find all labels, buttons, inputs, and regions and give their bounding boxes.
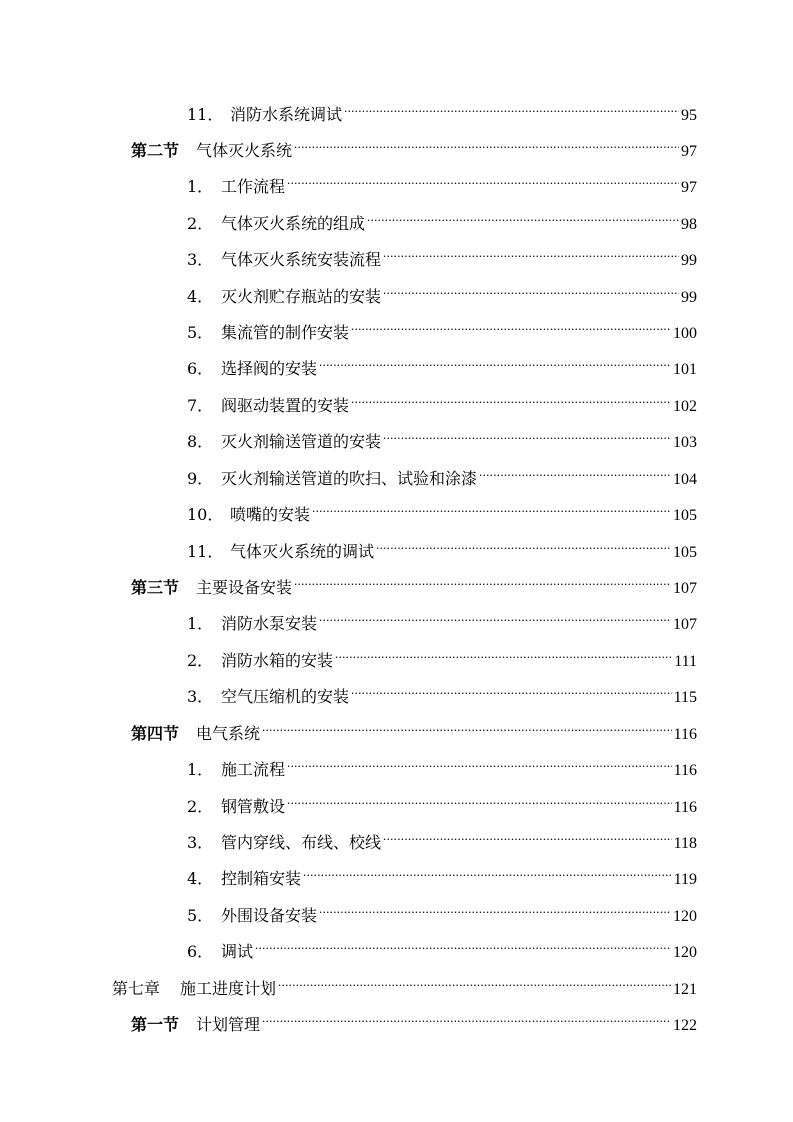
toc-entry-control-box[interactable]: [187, 854, 697, 888]
toc-dot-leader: [479, 454, 671, 484]
toc-entry-number: 3．: [187, 250, 214, 269]
toc-entry-page: 116: [673, 762, 697, 779]
toc-entry-page: 107: [673, 580, 697, 597]
toc-entry-page: 99: [681, 252, 697, 269]
toc-entry-number: 9．: [187, 469, 214, 488]
toc-entry-page: 120: [673, 944, 697, 961]
toc-entry-title: 阀驱动装置的安装: [221, 396, 350, 415]
toc-dot-leader: [367, 199, 679, 229]
toc-entry-work-flow[interactable]: [187, 162, 697, 196]
toc-dot-leader: [319, 344, 671, 374]
toc-dot-leader: [287, 162, 679, 192]
toc-dot-leader: [335, 636, 672, 666]
toc-section-main-equipment[interactable]: [131, 563, 697, 597]
toc-entry-number: 3．: [187, 687, 214, 706]
toc-entry-page: 103: [673, 434, 697, 451]
toc-entry-gas-install-flow[interactable]: [187, 235, 697, 269]
toc-entry-title: 施工流程: [221, 760, 286, 779]
toc-entry-title: 主要设备安装: [196, 578, 293, 597]
toc-entry-page: 119: [673, 871, 697, 888]
toc-entry-page: 100: [673, 325, 697, 342]
toc-entry-number: 4．: [187, 287, 214, 306]
toc-dot-leader: [255, 927, 671, 957]
toc-entry-air-compressor-install[interactable]: [187, 672, 697, 706]
toc-entry-title: 施工进度计划: [180, 979, 277, 998]
toc-dot-leader: [351, 308, 671, 338]
toc-entry-title: 灭火剂贮存瓶站的安装: [221, 287, 382, 306]
toc-dot-leader: [383, 235, 679, 265]
toc-dot-leader: [351, 381, 671, 411]
toc-entry-page: 97: [681, 143, 697, 160]
toc-entry-page: 116: [673, 799, 697, 816]
toc-entry-number: 4．: [187, 869, 214, 888]
toc-section-electrical[interactable]: [131, 709, 697, 743]
toc-entry-title: 消防水系统调试: [230, 105, 343, 124]
toc-entry-agent-pipe-install[interactable]: [187, 417, 697, 451]
toc-entry-steel-conduit[interactable]: [187, 782, 697, 816]
toc-dot-leader: [344, 90, 679, 120]
toc-dot-leader: [319, 599, 671, 629]
toc-entry-pipe-purge-test-paint[interactable]: [187, 454, 697, 488]
toc-entry-number: 1．: [187, 760, 214, 779]
toc-entry-title: 灭火剂输送管道的吹扫、试验和涂漆: [221, 469, 478, 488]
toc-dot-leader: [376, 527, 671, 557]
toc-entry-page: 102: [673, 398, 697, 415]
toc-entry-debugging[interactable]: [187, 927, 697, 961]
toc-dot-leader: [262, 1000, 671, 1030]
toc-entry-wiring[interactable]: [187, 818, 697, 852]
toc-entry-number: 6．: [187, 942, 214, 961]
toc-section-label: 第四节: [131, 724, 180, 743]
toc-chapter-schedule[interactable]: [112, 964, 697, 998]
toc-entry-number: 11．: [187, 105, 224, 124]
toc-entry-page: 118: [673, 835, 697, 852]
toc-entry-title: 控制箱安装: [221, 869, 302, 888]
toc-entry-number: 5．: [187, 323, 214, 342]
toc-entry-number: 2．: [187, 651, 214, 670]
toc-entry-page: 104: [673, 471, 697, 488]
toc-chapter-label: 第七章: [112, 979, 161, 998]
toc-entry-title: 气体灭火系统安装流程: [221, 250, 382, 269]
toc-dot-leader: [383, 272, 679, 302]
toc-dot-leader: [303, 854, 672, 884]
toc-entry-page: 116: [673, 726, 697, 743]
toc-entry-number: 11．: [187, 542, 224, 561]
toc-entry-page: 107: [673, 616, 697, 633]
toc-entry-fire-tank-install[interactable]: [187, 636, 697, 670]
toc-dot-leader: [278, 964, 671, 994]
toc-dot-leader: [262, 709, 672, 739]
toc-entry-11-fire-water-commissioning[interactable]: [187, 90, 697, 124]
toc-entry-title: 气体灭火系统: [196, 141, 293, 160]
toc-dot-leader: [312, 490, 671, 520]
toc-entry-page: 120: [673, 908, 697, 925]
toc-section-plan-management[interactable]: [131, 1000, 697, 1034]
toc-entry-page: 98: [681, 216, 697, 233]
toc-entry-title: 调试: [221, 942, 254, 961]
toc-entry-title: 电气系统: [196, 724, 261, 743]
toc-entry-number: 2．: [187, 797, 214, 816]
toc-dot-leader: [294, 126, 679, 156]
toc-entry-title: 消防水箱的安装: [221, 651, 334, 670]
toc-entry-number: 3．: [187, 833, 214, 852]
toc-entry-page: 122: [673, 1017, 697, 1034]
toc-section-label: 第三节: [131, 578, 180, 597]
toc-entry-agent-storage-station[interactable]: [187, 272, 697, 306]
toc-dot-leader: [287, 782, 672, 812]
toc-entry-title: 气体灭火系统的组成: [221, 214, 366, 233]
toc-dot-leader: [294, 563, 671, 593]
toc-section-label: 第二节: [131, 141, 180, 160]
toc-entry-page: 121: [673, 981, 697, 998]
toc-section-label: 第一节: [131, 1015, 180, 1034]
toc-entry-page: 105: [673, 507, 697, 524]
toc-entry-number: 10．: [187, 505, 224, 524]
toc-entry-title: 工作流程: [221, 177, 286, 196]
toc-entry-page: 105: [673, 544, 697, 561]
toc-entry-page: 95: [681, 107, 697, 124]
toc-entry-title: 空气压缩机的安装: [221, 687, 350, 706]
toc-entry-title: 管内穿线、布线、校线: [221, 833, 382, 852]
toc-entry-title: 灭火剂输送管道的安装: [221, 432, 382, 451]
toc-entry-page: 115: [673, 689, 697, 706]
toc-entry-number: 1．: [187, 177, 214, 196]
toc-entry-manifold-install[interactable]: [187, 308, 697, 342]
toc-entry-number: 1．: [187, 614, 214, 633]
toc-dot-leader: [383, 818, 672, 848]
toc-dot-leader: [319, 891, 671, 921]
toc-entry-title: 外围设备安装: [221, 906, 318, 925]
toc-entry-selector-valve[interactable]: [187, 344, 697, 378]
toc-dot-leader: [287, 745, 672, 775]
toc-entry-number: 8．: [187, 432, 214, 451]
toc-dot-leader: [383, 417, 671, 447]
toc-entry-title: 选择阀的安装: [221, 359, 318, 378]
toc-entry-page: 99: [681, 289, 697, 306]
toc-section-gas-fire-suppression[interactable]: [131, 126, 697, 160]
toc-entry-title: 计划管理: [196, 1015, 261, 1034]
toc-entry-page: 97: [681, 179, 697, 196]
toc-entry-peripheral-devices[interactable]: [187, 891, 697, 925]
toc-entry-valve-actuator[interactable]: [187, 381, 697, 415]
toc-entry-page: 111: [674, 653, 697, 670]
toc-entry-fire-pump-install[interactable]: [187, 599, 697, 633]
toc-entry-title: 喷嘴的安装: [230, 505, 311, 524]
toc-entry-gas-system-commissioning[interactable]: [187, 527, 697, 561]
toc-entry-title: 集流管的制作安装: [221, 323, 350, 342]
toc-entry-number: 6．: [187, 359, 214, 378]
toc-entry-page: 101: [673, 361, 697, 378]
toc-entry-number: 5．: [187, 906, 214, 925]
toc-entry-title: 钢管敷设: [221, 797, 286, 816]
toc-entry-nozzle-install[interactable]: [187, 490, 697, 524]
toc-entry-title: 消防水泵安装: [221, 614, 318, 633]
toc-entry-construction-flow[interactable]: [187, 745, 697, 779]
toc-dot-leader: [351, 672, 672, 702]
toc-entry-number: 2．: [187, 214, 214, 233]
toc-entry-number: 7．: [187, 396, 214, 415]
toc-entry-title: 气体灭火系统的调试: [230, 542, 375, 561]
toc-entry-gas-system-composition[interactable]: [187, 199, 697, 233]
